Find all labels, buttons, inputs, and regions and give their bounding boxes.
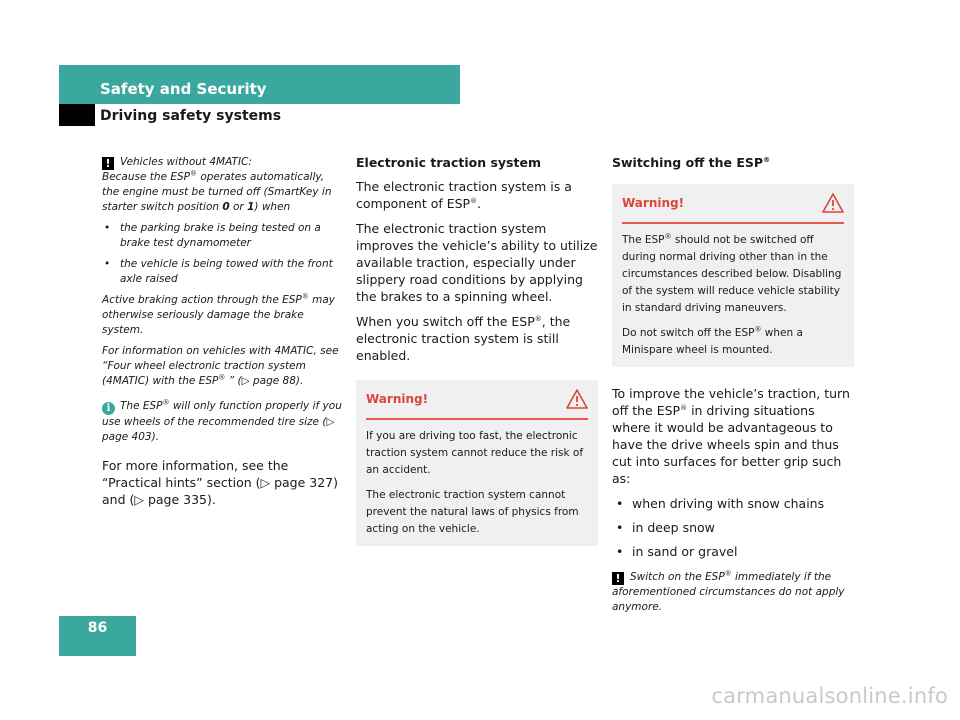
key-position-0: 0	[222, 201, 230, 213]
registered-mark: ®	[724, 569, 732, 578]
info-note	[102, 399, 342, 445]
list-item: • in sand or gravel	[612, 543, 854, 560]
registered-mark: ®	[754, 325, 762, 334]
registered-mark: ®	[534, 314, 542, 323]
note-paragraph	[102, 293, 342, 338]
body-text: , the electronic traction system is still enabled.	[356, 314, 571, 363]
warning-triangle-icon	[822, 193, 844, 213]
registered-mark: ®	[470, 196, 478, 205]
note-title: Vehicles without 4MATIC:	[120, 156, 252, 168]
body-paragraph	[356, 178, 598, 212]
note-text: or	[229, 201, 248, 213]
note-text: may otherwise seriously damage the brake system.	[102, 294, 335, 336]
subsection-marker	[59, 104, 95, 126]
column-right	[612, 155, 854, 621]
body-text: The electronic traction system is a component of ESP	[356, 179, 572, 211]
body-text: To improve the vehicle’s traction, turn off the ESP	[612, 386, 850, 418]
situation-list	[612, 495, 854, 560]
body-text: When you switch off the ESP	[356, 314, 535, 329]
more-info-text: For more information, see the “Practical hints” section (▷ page 327) and (▷ page 335).	[102, 458, 338, 507]
note-text: Because the ESP	[102, 171, 190, 183]
warning-box	[612, 184, 854, 367]
section-title: Safety and Security	[100, 80, 267, 98]
warning-text	[622, 232, 844, 317]
note-text: Active braking action through the ESP	[102, 294, 302, 306]
warning-text-part: The ESP	[622, 234, 665, 246]
body-paragraph	[356, 313, 598, 364]
warning-label: Warning!	[622, 196, 685, 210]
warning-header	[366, 380, 588, 420]
warning-text	[622, 325, 844, 359]
note-text: ) when	[254, 201, 291, 213]
column-left	[102, 155, 342, 516]
note-paragraph	[102, 344, 342, 389]
body-paragraph	[612, 385, 854, 487]
note-text: Switch on the ESP	[630, 571, 725, 583]
registered-mark: ®	[190, 169, 197, 178]
warning-text-part: should not be switched off during normal driving other than in the circumstances described below. Disabling of the system will reduce vehicle stability in standard driving maneuvers.	[622, 234, 842, 314]
caution-icon: !	[612, 572, 624, 585]
key-position-1: 1	[247, 201, 255, 213]
registered-mark: ®	[664, 232, 672, 241]
registered-mark: ®	[301, 292, 309, 301]
column-middle	[356, 155, 598, 546]
warning-text-part: when a Minispare wheel is mounted.	[622, 327, 803, 356]
body-text: in driving situations where it would be advantageous to have the drive wheels spin and thus cut into surfaces for better grip such as:	[612, 403, 842, 486]
page-number: 86	[87, 620, 108, 636]
warning-header	[622, 184, 844, 224]
note-bullet-list	[102, 221, 342, 287]
heading-text: Switching off the ESP	[612, 155, 764, 170]
note-text: For information on vehicles with 4MATIC, see “Four wheel electronic traction system (4MATIC) with the ESP	[102, 345, 339, 387]
esp-off-heading	[612, 155, 854, 170]
note-bullet: • the parking brake is being tested on a brake test dynamometer	[102, 221, 342, 251]
note-text: immediately if the aforementioned circumstances do not apply anymore.	[612, 571, 845, 613]
caution-icon: !	[102, 157, 114, 170]
list-item: • in deep snow	[612, 519, 854, 536]
caution-note	[102, 155, 342, 389]
subsection-title: Driving safety systems	[100, 108, 282, 124]
warning-label: Warning!	[366, 392, 429, 406]
note-text: operates automatically, the engine must be turned off (SmartKey in starter switch position	[102, 171, 332, 213]
note-text: ” (▷ page 88).	[225, 375, 304, 387]
warning-text-part: Do not switch off the ESP	[622, 327, 755, 339]
traction-heading: Electronic traction system	[356, 155, 541, 170]
note-bullet: • the vehicle is being towed with the front axle raised	[102, 257, 342, 287]
list-item: • when driving with snow chains	[612, 495, 854, 512]
body-text: .	[477, 196, 482, 211]
registered-mark: ®	[763, 155, 771, 164]
watermark: carmanualsonline.info	[711, 684, 948, 708]
registered-mark: ®	[162, 398, 170, 407]
warning-text: The electronic traction system cannot prevent the natural laws of physics from acting on the vehicle.	[366, 489, 579, 535]
note-text: The ESP	[120, 400, 163, 412]
caution-note	[612, 570, 854, 615]
note-text: will only function properly if you use wheels of the recommended tire size (▷ page 403).	[102, 400, 342, 443]
warning-triangle-icon	[566, 389, 588, 409]
body-paragraph: The electronic traction system improves the vehicle’s ability to utilize available traction, especially under slippery road conditions by applying the brakes to a spinning wheel.	[356, 221, 598, 304]
registered-mark: ®	[218, 373, 226, 382]
registered-mark: ®	[680, 403, 688, 412]
info-icon: i	[102, 402, 115, 415]
warning-text: If you are driving too fast, the electronic traction system cannot reduce the risk of an accident.	[366, 430, 584, 476]
warning-box	[356, 380, 598, 546]
